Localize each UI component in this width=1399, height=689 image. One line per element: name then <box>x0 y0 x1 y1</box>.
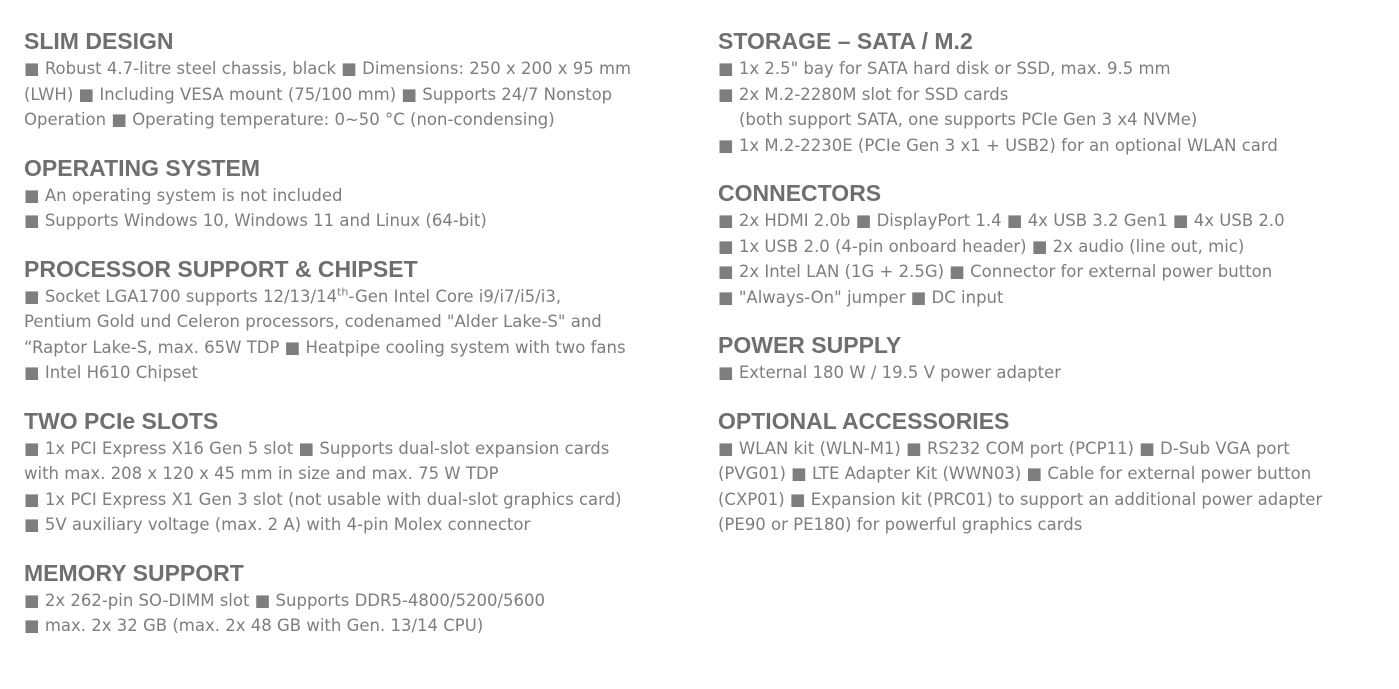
spec-line: Pentium Gold und Celeron processors, codenamed "Alder Lake-S" and <box>24 312 602 331</box>
right-column <box>718 26 1378 558</box>
section-slim-design <box>24 26 694 133</box>
section-title: CONNECTORS <box>718 180 882 206</box>
section-body <box>24 284 694 386</box>
section-body <box>718 436 1378 538</box>
spec-line: ■ 2x 262-pin SO-DIMM slot ■ Supports DDR5-4800/5200/5600 <box>24 590 546 610</box>
spec-line: (LWH) ■ Including VESA mount (75/100 mm) ■ Supports 24/7 Nonstop <box>24 84 613 104</box>
section-title: POWER SUPPLY <box>718 332 902 358</box>
section-body <box>718 360 1378 386</box>
section-processor <box>24 254 694 386</box>
spec-line: ■ 2x Intel LAN (1G + 2.5G) ■ Connector for external power button <box>718 262 1273 281</box>
spec-line: (PVG01) ■ LTE Adapter Kit (WWN03) ■ Cable for external power button <box>718 464 1312 483</box>
section-title: TWO PCIe SLOTS <box>24 407 219 434</box>
spec-line: Operation ■ Operating temperature: 0~50 °C (non-condensing) <box>24 110 555 129</box>
section-body <box>24 183 694 234</box>
spec-line <box>24 284 694 310</box>
spec-line: ■ 2x M.2-2280M slot for SSD cards <box>718 84 1009 104</box>
section-title: PROCESSOR SUPPORT & CHIPSET <box>24 255 418 282</box>
spec-line: ■ 1x 2.5" bay for SATA hard disk or SSD, max. 9.5 mm <box>718 59 1171 78</box>
section-title: STORAGE – SATA / M.2 <box>718 28 973 54</box>
spec-line: ■ "Always-On" jumper ■ DC input <box>718 287 1004 307</box>
spec-line: “Raptor Lake-S, max. 65W TDP ■ Heatpipe cooling system with two fans <box>24 337 626 357</box>
spec-line: ■ max. 2x 32 GB (max. 2x 48 GB with Gen. 13/14 CPU) <box>24 616 484 635</box>
spec-line-part: ■ Socket LGA1700 supports 12/13/14 <box>24 286 338 306</box>
spec-line: (PE90 or PE180) for powerful graphics cards <box>718 515 1083 534</box>
section-title: OPERATING SYSTEM <box>24 154 260 181</box>
spec-line: ■ An operating system is not included <box>24 185 343 205</box>
spec-line: ■ Supports Windows 10, Windows 11 and Linux (64-bit) <box>24 211 487 230</box>
spec-line: ■ Intel H610 Chipset <box>24 363 199 382</box>
spec-line: (CXP01) ■ Expansion kit (PRC01) to support an additional power adapter <box>718 489 1323 509</box>
left-column <box>24 26 694 659</box>
spec-line: ■ 1x PCI Express X16 Gen 5 slot ■ Supports dual-slot expansion cards <box>24 438 610 458</box>
spec-line: ■ 1x PCI Express X1 Gen 3 slot (not usable with dual-slot graphics card) <box>24 489 622 509</box>
section-optional-accessories <box>718 406 1378 538</box>
spec-line: ■ 2x HDMI 2.0b ■ DisplayPort 1.4 ■ 4x USB 3.2 Gen1 ■ 4x USB 2.0 <box>718 211 1285 230</box>
section-body <box>718 208 1378 310</box>
section-pcie-slots <box>24 406 694 538</box>
section-body <box>24 588 694 639</box>
spec-line: ■ 1x M.2-2230E (PCIe Gen 3 x1 + USB2) for an optional WLAN card <box>718 135 1278 155</box>
spec-line-part: -Gen Intel Core i9/i7/i5/i3, <box>348 286 562 306</box>
section-power-supply <box>718 330 1378 386</box>
section-body <box>24 56 694 133</box>
section-storage <box>718 26 1378 158</box>
section-title: OPTIONAL ACCESSORIES <box>718 407 1010 434</box>
section-title: SLIM DESIGN <box>24 28 174 54</box>
spec-line: ■ Robust 4.7-litre steel chassis, black ■ Dimensions: 250 x 200 x 95 mm <box>24 59 632 78</box>
section-memory <box>24 558 694 639</box>
spec-line: ■ WLAN kit (WLN-M1) ■ RS232 COM port (PCP11) ■ D-Sub VGA port <box>718 438 1290 458</box>
spec-line: ■ External 180 W / 19.5 V power adapter <box>718 363 1061 382</box>
section-operating-system <box>24 153 694 234</box>
section-body <box>24 436 694 538</box>
section-connectors <box>718 178 1378 310</box>
spec-line: ■ 1x USB 2.0 (4-pin onboard header) ■ 2x audio (line out, mic) <box>718 236 1245 256</box>
spec-line: ■ 5V auxiliary voltage (max. 2 A) with 4-pin Molex connector <box>24 515 531 534</box>
spec-line: with max. 208 x 120 x 45 mm in size and max. 75 W TDP <box>24 464 499 483</box>
ordinal-suffix: th <box>337 285 349 298</box>
spec-line-indented: (both support SATA, one supports PCIe Gen 3 x4 NVMe) <box>739 110 1198 129</box>
section-title: MEMORY SUPPORT <box>24 559 244 586</box>
section-body <box>718 56 1378 158</box>
